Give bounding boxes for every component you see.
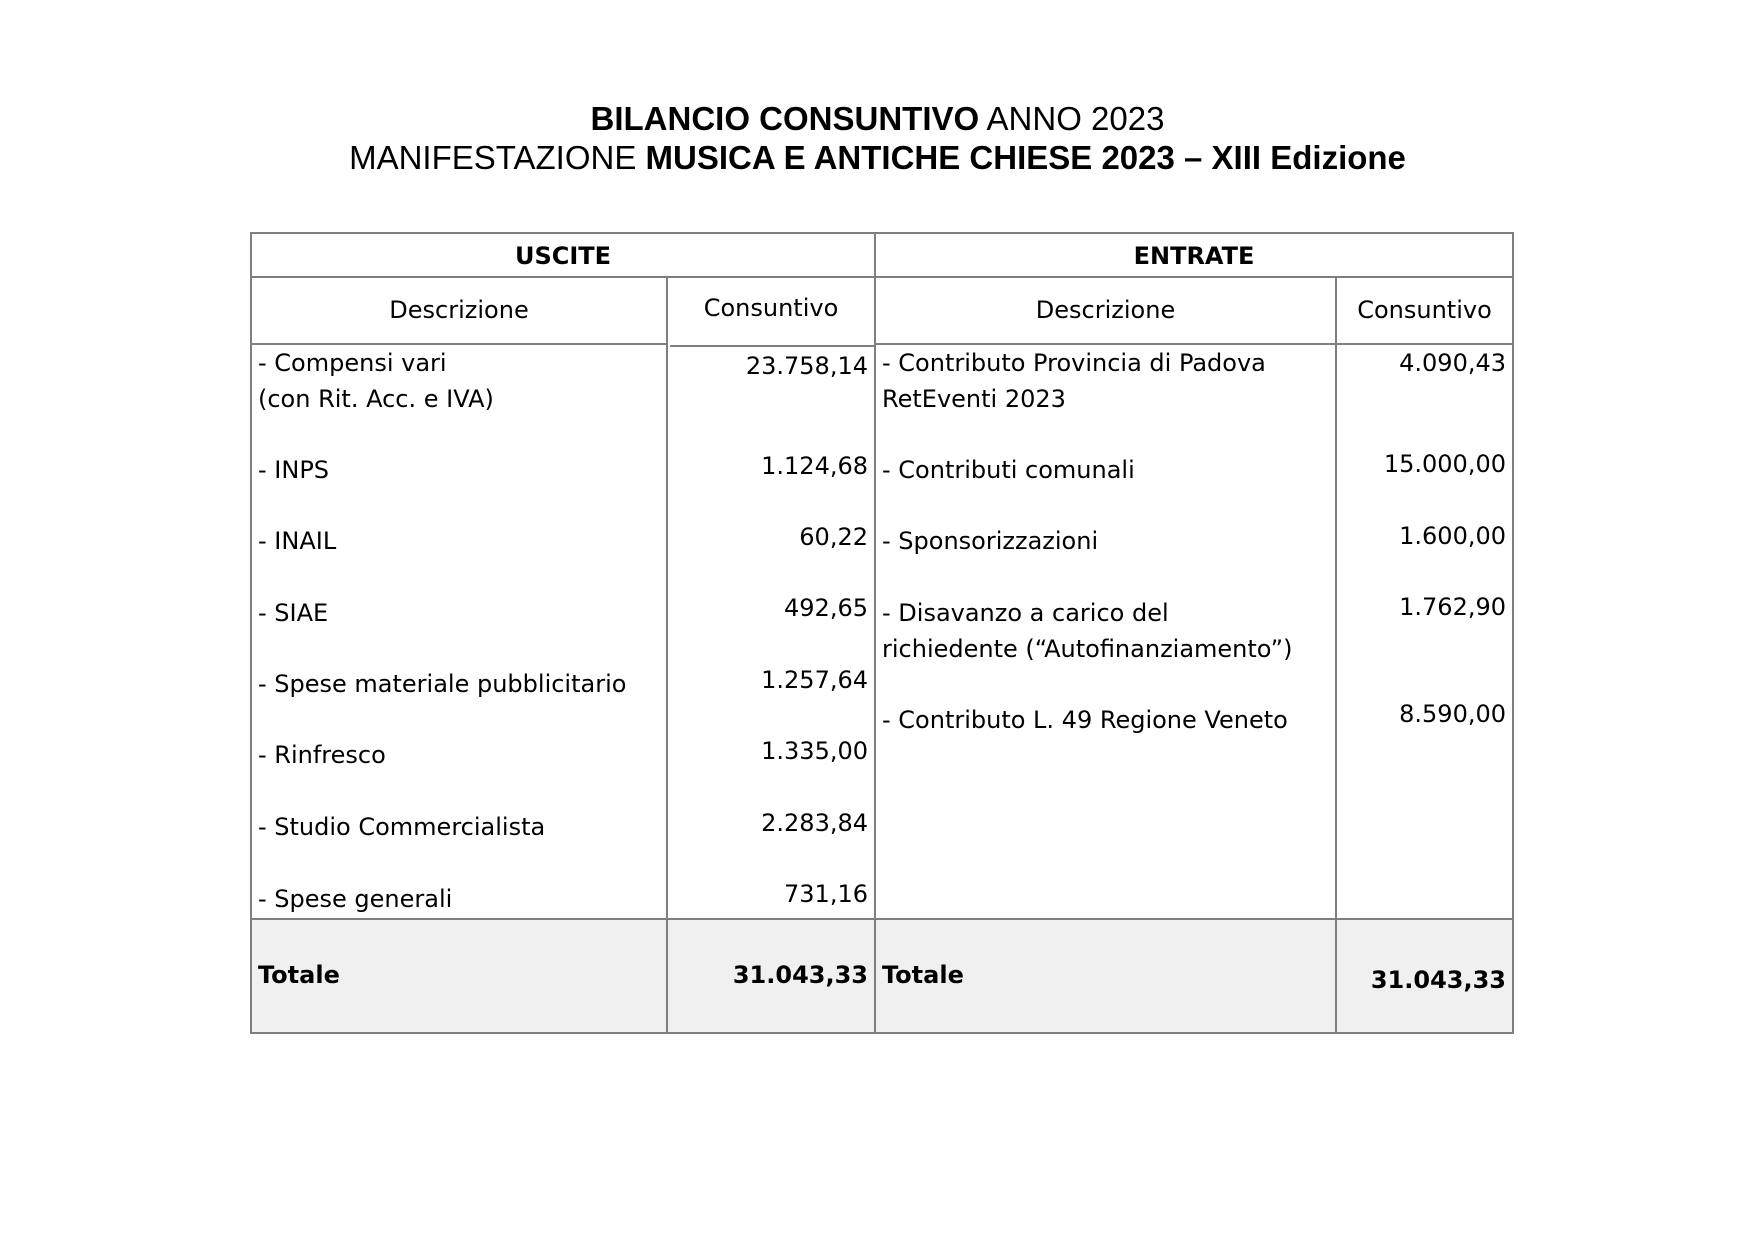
entrate-item-description: - Sponsorizzazioni	[882, 527, 1099, 555]
document-title-line-1	[0, 99, 1755, 139]
uscite-item-description: - INPS	[258, 456, 330, 484]
uscite-total-label: Totale	[258, 961, 340, 989]
uscite-header: USCITE	[514, 242, 612, 270]
entrate-description-header: Descrizione	[1035, 296, 1176, 324]
uscite-total-amount: 31.043,33	[732, 961, 868, 989]
entrate-item-amount: 1.600,00	[1399, 522, 1506, 550]
uscite-item-description: - INAIL	[258, 527, 337, 555]
entrate-item-description-continued: RetEventi 2023	[882, 385, 1066, 413]
entrate-item-description: - Disavanzo a carico del	[882, 599, 1169, 627]
uscite-column-divider	[666, 276, 668, 1034]
entrate-item-amount: 1.762,90	[1399, 593, 1506, 621]
uscite-item-description-continued: (con Rit. Acc. e IVA)	[258, 385, 494, 413]
title-year-part: ANNO 2023	[986, 100, 1165, 137]
entrate-item-description: - Contributi comunali	[882, 456, 1135, 484]
title-bold-part: BILANCIO CONSUNTIVO	[590, 100, 980, 137]
entrate-item-amount: 4.090,43	[1399, 349, 1506, 377]
entrate-item-description: - Contributo L. 49 Regione Veneto	[882, 706, 1288, 734]
uscite-amount-header-rule	[670, 345, 874, 347]
entrate-item-amount: 8.590,00	[1399, 700, 1506, 728]
uscite-item-amount: 60,22	[799, 523, 868, 551]
title-event-label: MANIFESTAZIONE	[349, 139, 637, 176]
uscite-item-amount: 731,16	[784, 880, 868, 908]
uscite-item-description: - Compensi vari	[258, 349, 447, 377]
uscite-item-description: - Spese generali	[258, 885, 453, 913]
table-border-bottom	[250, 1032, 1514, 1034]
entrate-total-amount: 31.043,33	[1370, 966, 1506, 994]
document-title-line-2	[0, 138, 1755, 178]
table-border-left	[250, 232, 252, 1034]
total-row-rule	[250, 918, 1514, 920]
section-divider	[874, 232, 876, 1034]
uscite-item-amount: 2.283,84	[761, 809, 868, 837]
table-border-right	[1512, 232, 1514, 1034]
uscite-item-amount: 492,65	[784, 594, 868, 622]
uscite-item-description: - Rinfresco	[258, 741, 386, 769]
entrate-total-label: Totale	[882, 961, 964, 989]
title-event-name: MUSICA E ANTICHE CHIESE 2023 – XIII Edizione	[645, 139, 1406, 176]
entrate-item-description: - Contributo Provincia di Padova	[882, 349, 1266, 377]
entrate-header: ENTRATE	[1133, 242, 1255, 270]
entrate-amount-header: Consuntivo	[1357, 296, 1492, 324]
uscite-item-description: - SIAE	[258, 599, 329, 627]
budget-table	[250, 232, 1514, 1034]
entrate-item-description-continued: richiedente (“Autofinanziamento”)	[882, 635, 1293, 663]
uscite-item-amount: 1.257,64	[761, 666, 868, 694]
entrate-item-amount: 15.000,00	[1383, 450, 1506, 478]
entrate-column-divider	[1335, 276, 1337, 1034]
uscite-item-amount: 23.758,14	[745, 352, 868, 380]
uscite-item-amount: 1.335,00	[761, 737, 868, 765]
uscite-amount-header: Consuntivo	[703, 294, 839, 322]
uscite-item-description: - Spese materiale pubblicitario	[258, 670, 627, 698]
uscite-description-header: Descrizione	[389, 296, 529, 324]
uscite-item-amount: 1.124,68	[761, 452, 868, 480]
uscite-item-description: - Studio Commercialista	[258, 813, 546, 841]
